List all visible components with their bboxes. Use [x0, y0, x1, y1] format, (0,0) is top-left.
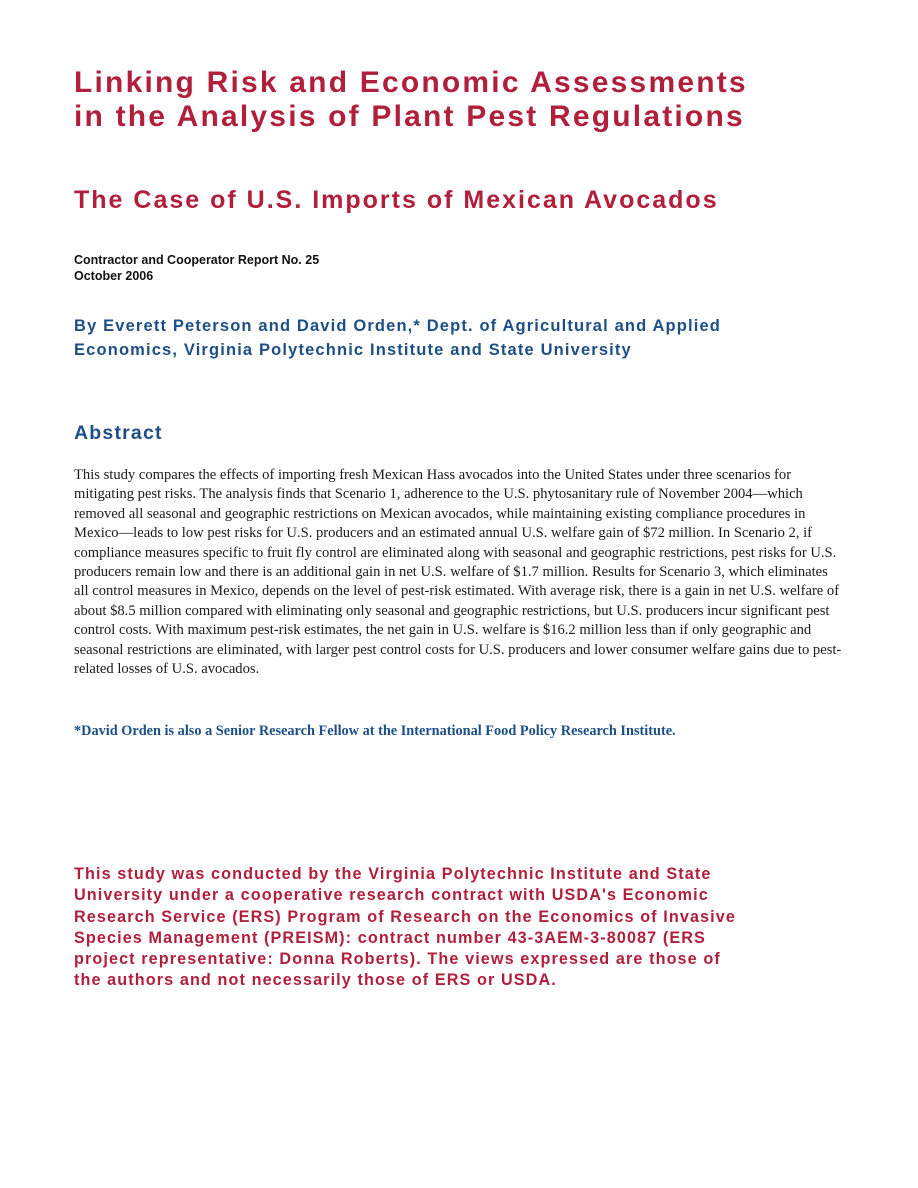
title-line: in the Analysis of Plant Pest Regulations [74, 100, 745, 133]
document-subtitle: The Case of U.S. Imports of Mexican Avocados [74, 186, 719, 214]
abstract-body: This study compares the effects of importing fresh Mexican Hass avocados into the United States under three scenarios for mitigating pest risks. The analysis finds that Scenario 1, adherence to the U.S. phytosanitary rule of November 2004—which removed all seasonal and geographic restrictions on Mexican avocados, while maintaining existing compliance procedures in Mexico—leads to low pest risks for U.S. producers and an estimated annual U.S. welfare gain of $72 million. In Scenario 2, if compliance measures specific to fruit fly control are eliminated along with seasonal and geographic restrictions, pest risks for U.S. producers remain low and there is an additional gain in net U.S. welfare of $1.7 million. Results for Scenario 3, which eliminates all control measures in Mexico, depends on the level of pest-risk estimated. With average risk, there is a gain in net U.S. welfare of about $8.5 million compared with eliminating only seasonal and geographic restrictions, but U.S. producers incur significant pest control costs. With maximum pest-risk estimates, the net gain in U.S. welfare is $16.2 million less than if only geographic and seasonal restrictions are eliminated, with larger pest control costs for U.S. producers and lower consumer welfare gains due to pest-related losses of U.S. avocados. [74, 467, 842, 678]
disclaimer-line: the authors and not necessarily those of ERS or USDA. [74, 971, 557, 990]
disclaimer-line: University under a cooperative research contract with USDA's Economic [74, 886, 709, 905]
funding-disclaimer [74, 864, 854, 992]
disclaimer-line: Research Service (ERS) Program of Research on the Economics of Invasive [74, 907, 736, 926]
report-number: Contractor and Cooperator Report No. 25 [74, 253, 320, 267]
disclaimer-line: project representative: Donna Roberts). The views expressed are those of [74, 950, 721, 969]
document-title [74, 66, 854, 134]
authors-line: By Everett Peterson and David Orden,* Dept. of Agricultural and Applied [74, 317, 722, 335]
report-page [74, 66, 854, 990]
author-footnote: *David Orden is also a Senior Research Fellow at the International Food Policy Research Institute. [74, 723, 676, 739]
disclaimer-line: Species Management (PREISM): contract number 43-3AEM-3-80087 (ERS [74, 928, 706, 947]
authors-line: Economics, Virginia Polytechnic Institute and State University [74, 341, 632, 359]
authors-byline [74, 314, 854, 362]
abstract-heading: Abstract [74, 422, 163, 444]
disclaimer-line: This study was conducted by the Virginia Polytechnic Institute and State [74, 865, 712, 883]
report-date: October 2006 [74, 269, 154, 283]
report-info [74, 252, 319, 284]
title-line: Linking Risk and Economic Assessments [74, 66, 748, 99]
